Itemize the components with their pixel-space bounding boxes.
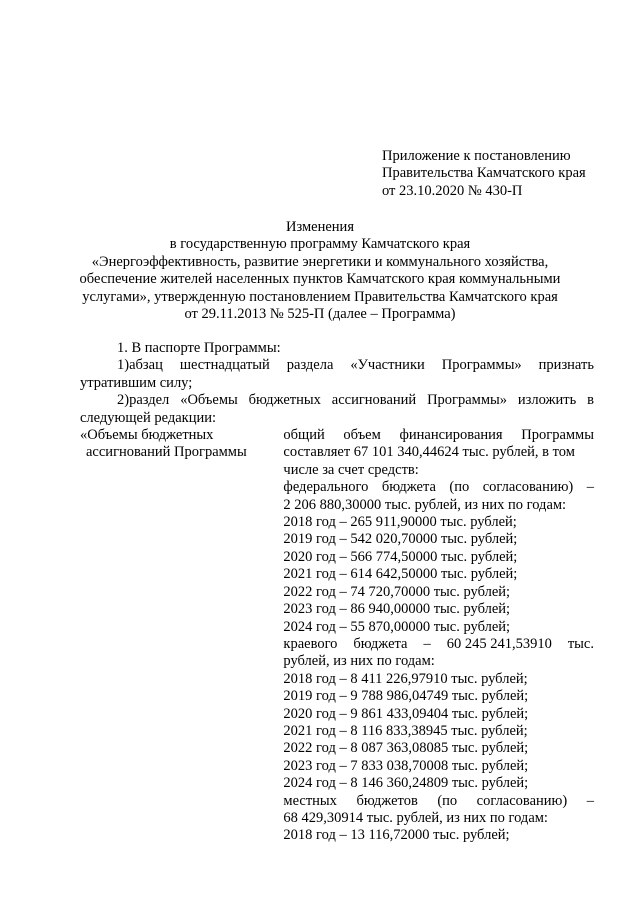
approval-line: Правительства Камчатского края	[382, 165, 586, 182]
document-body	[80, 340, 594, 845]
year-amount-line: 2020 год – 9 861 433,09404 тыс. рублей;	[283, 705, 529, 722]
justified-line	[129, 357, 594, 374]
table-left-column	[80, 427, 283, 845]
justified-line	[283, 636, 594, 653]
word: федерального	[283, 479, 369, 496]
year-amount-line: 2021 год – 614 642,50000 тыс. рублей;	[283, 566, 518, 583]
word: ассигнований	[331, 392, 417, 409]
right-cell-line: составляет 67 101 340,44624 тыс. рублей, в том	[283, 444, 575, 461]
title-line: Изменения	[286, 219, 354, 235]
word: шестнадцатый	[179, 357, 270, 374]
justified-line	[283, 427, 594, 444]
word: «Объемы	[180, 392, 238, 409]
item-number: 2)	[117, 392, 130, 409]
left-cell-line: ассигнований Программы	[86, 444, 247, 461]
year-amount-line: 2022 год – 8 087 363,08085 тыс. рублей;	[283, 740, 529, 757]
word: –	[586, 479, 594, 496]
word: (по	[437, 792, 458, 809]
year-amount-line: 2021 год – 8 116 833,38945 тыс. рублей;	[283, 722, 528, 739]
paragraph-item-1: 1. В паспорте Программы:	[117, 340, 281, 356]
year-amount-line: 2023 год – 86 940,00000 тыс. рублей;	[283, 601, 511, 618]
word: Программы»	[441, 357, 522, 374]
word: 60 245 241,53910	[446, 635, 552, 652]
word: бюджета	[381, 479, 436, 496]
right-cell-line: числе за счет средств:	[283, 461, 419, 478]
word: абзац	[129, 357, 163, 374]
word: краевого	[283, 635, 338, 652]
year-amount-line: 2018 год – 265 911,90000 тыс. рублей;	[283, 514, 517, 531]
word: бюджетных	[248, 392, 321, 409]
word: –	[586, 792, 594, 809]
right-cell-line: 2 206 880,30000 тыс. рублей, из них по годам:	[283, 496, 567, 513]
federal-years-list	[283, 514, 594, 636]
word: раздела	[286, 357, 334, 374]
paragraph-line: утратившим силу;	[80, 374, 193, 391]
item-number: 1)	[117, 357, 130, 374]
local-years-list	[283, 827, 594, 844]
justified-line	[283, 793, 594, 810]
year-amount-line: 2020 год – 566 774,50000 тыс. рублей;	[283, 548, 518, 565]
budget-table	[80, 427, 594, 845]
document-title	[70, 219, 570, 323]
word: изложить	[517, 392, 577, 409]
year-amount-line: 2024 год – 8 146 360,24809 тыс. рублей;	[283, 775, 529, 792]
approval-line: Приложение к постановлению	[382, 148, 571, 164]
year-amount-line: 2023 год – 7 833 038,70008 тыс. рублей;	[283, 757, 529, 774]
year-amount-line: 2018 год – 13 116,72000 тыс. рублей;	[283, 827, 510, 844]
right-cell-line: 68 429,30914 тыс. рублей, из них по годам:	[283, 809, 548, 826]
paragraph-item-1-1	[80, 357, 594, 392]
approval-line: от 23.10.2020 № 430-П	[382, 182, 523, 199]
paragraph-item-1-2	[80, 392, 594, 427]
regional-years-list	[283, 671, 594, 793]
title-line: в государственную программу Камчатского края	[169, 236, 471, 253]
title-line: «Энергоэффективность, развитие энергетики и коммунального хозяйства,	[91, 253, 549, 270]
table-right-column	[283, 427, 594, 845]
word: Программы	[521, 427, 594, 444]
word: бюджетов	[356, 792, 418, 809]
word: раздел	[129, 392, 170, 409]
title-line: от 29.11.2013 № 525-П (далее – Программа)	[184, 306, 456, 323]
year-amount-line: 2018 год – 8 411 226,97910 тыс. рублей;	[283, 670, 528, 687]
word: признать	[538, 357, 594, 374]
year-amount-line: 2024 год – 55 870,00000 тыс. рублей;	[283, 618, 511, 635]
word: бюджета	[353, 635, 408, 652]
word: местных	[283, 792, 337, 809]
word: –	[423, 635, 431, 652]
word: тыс.	[567, 635, 594, 652]
word: финансирования	[399, 427, 503, 444]
word: объем	[343, 427, 381, 444]
year-amount-line: 2022 год – 74 720,70000 тыс. рублей;	[283, 583, 511, 600]
word: в	[587, 392, 594, 409]
title-line: обеспечение жителей населенных пунктов Камчатского края коммунальными	[79, 271, 561, 288]
right-cell-line: рублей, из них по годам:	[283, 653, 435, 670]
word: «Участники	[350, 357, 425, 374]
year-amount-line: 2019 год – 9 788 986,04749 тыс. рублей;	[283, 688, 529, 705]
paragraph-line: следующей редакции:	[80, 409, 217, 426]
word: согласованию)	[476, 792, 568, 809]
word: согласованию)	[482, 479, 574, 496]
justified-line	[283, 479, 594, 496]
word: (по	[449, 479, 470, 496]
approval-block	[382, 148, 612, 200]
word: общий	[283, 427, 325, 444]
year-amount-line: 2019 год – 542 020,70000 тыс. рублей;	[283, 531, 518, 548]
left-cell-line: «Объемы бюджетных	[80, 427, 214, 444]
word: Программы»	[427, 392, 508, 409]
title-line: услугами», утвержденную постановлением Правительства Камчатского края	[82, 288, 558, 305]
justified-line	[129, 392, 594, 409]
